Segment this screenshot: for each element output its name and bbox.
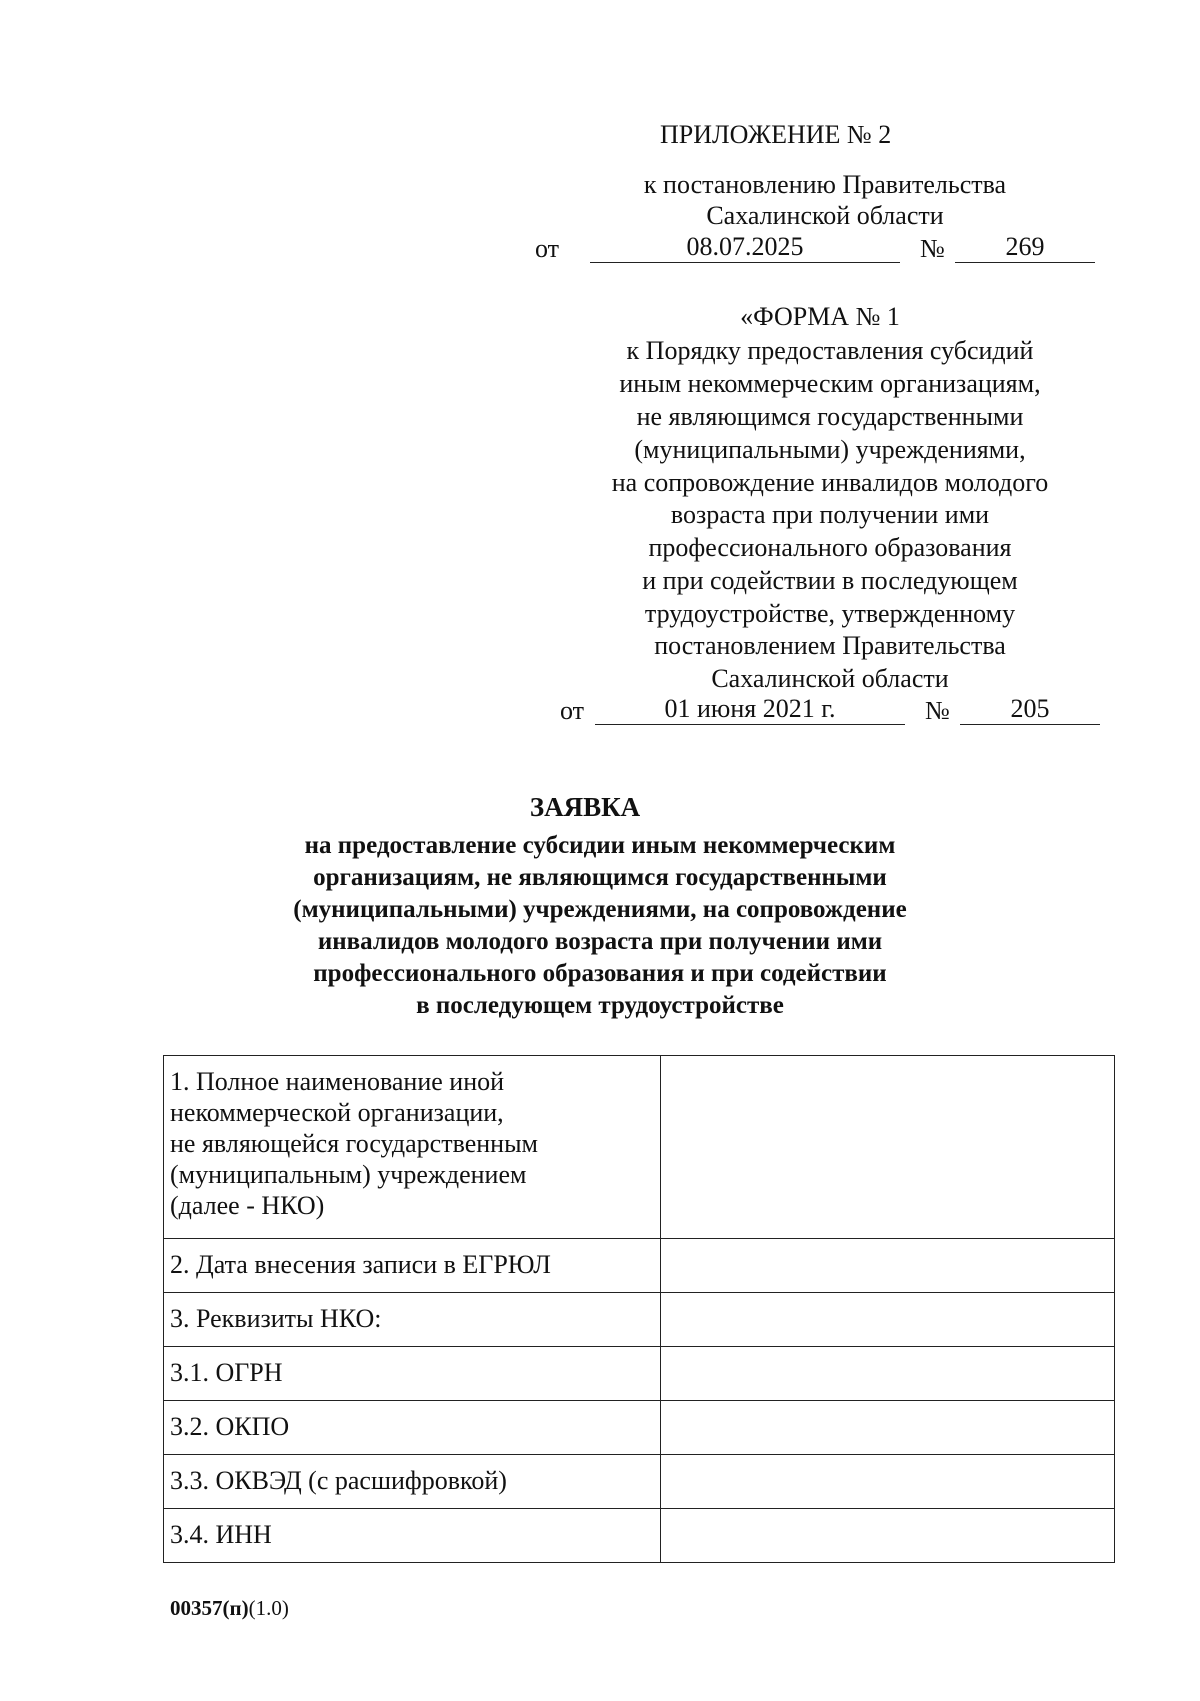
application-subtitle-line: (муниципальными) учреждениями, на сопровождение [293,896,907,923]
form-ref-line: (муниципальными) учреждениями, [634,435,1026,464]
row-label-requisites: 3. Реквизиты НКО: [164,1293,661,1347]
appendix-date-field: 08.07.2025 [590,232,900,263]
appendix-line-1: к постановлению Правительства [643,170,1007,199]
row-value-full-name[interactable] [661,1056,1115,1239]
row-label-ogrn: 3.1. ОГРН [164,1347,661,1401]
row-label-full-name [164,1056,661,1239]
row-value-okved[interactable] [661,1455,1115,1509]
form-ref-number-field: 205 [960,694,1100,725]
form-ref-line: не являющимся государственными [636,402,1024,431]
form-ref-number-label: № [925,696,950,725]
form-ref-line: трудоустройстве, утвержденному [644,599,1016,628]
table-row [164,1347,1115,1401]
table-row [164,1239,1115,1293]
row-value-inn[interactable] [661,1509,1115,1563]
form-ref-line: на сопровождение инвалидов молодого [611,468,1049,497]
row-label-inn: 3.4. ИНН [164,1509,661,1563]
document-code-bold: 00357(п) [170,1596,249,1620]
appendix-number-label: № [920,234,945,263]
form-ref-line: и при содействии в последующем [642,566,1018,595]
form-ref-from-label: от [560,696,585,725]
form-ref-line: постановлением Правительства [654,631,1006,660]
application-subtitle-line: организациям, не являющимся государственными [313,864,887,891]
row-value-ogrn[interactable] [661,1347,1115,1401]
application-subtitle-line: профессионального образования и при содействии [313,960,887,987]
row-value-requisites[interactable] [661,1293,1115,1347]
form-ref-line: возраста при получении ими [670,500,990,529]
table-row [164,1455,1115,1509]
row-value-egrul-date[interactable] [661,1239,1115,1293]
row-label-okpo: 3.2. ОКПО [164,1401,661,1455]
application-subtitle-line: в последующем трудоустройстве [416,992,784,1019]
form-ref-line: профессионального образования [648,533,1012,562]
document-code-version: (1.0) [248,1596,289,1620]
form-ref-date-field: 01 июня 2021 г. [595,694,905,725]
row-label-okved: 3.3. ОКВЭД (с расшифровкой) [164,1455,661,1509]
table-row [164,1293,1115,1347]
table-row [164,1509,1115,1563]
row-label-egrul-date: 2. Дата внесения записи в ЕГРЮЛ [164,1239,661,1293]
table-cell-label: 1. Полное наименование иной некоммерческой организации, не являющейся государственным (муниципальным) учреждением (далее - НКО) [170,1067,538,1220]
form-ref-line: Сахалинской области [711,664,949,693]
appendix-from-label: от [535,234,560,263]
row-value-okpo[interactable] [661,1401,1115,1455]
form-ref-line: к Порядку предоставления субсидий [626,336,1034,365]
table-row [164,1056,1115,1239]
application-subtitle-line: инвалидов молодого возраста при получении ими [317,928,883,955]
appendix-number-field: 269 [955,232,1095,263]
application-form-table [163,1055,1115,1563]
application-title: ЗАЯВКА [529,792,641,822]
form-ref-line: иным некоммерческим организациям, [619,369,1041,398]
table-row [164,1401,1115,1455]
form-ref-title: «ФОРМА № 1 [740,302,900,331]
appendix-line-2: Сахалинской области [706,201,944,230]
application-subtitle-line: на предоставление субсидии иным некоммерческим [304,832,896,859]
appendix-title: ПРИЛОЖЕНИЕ № 2 [660,120,892,149]
document-code [170,1596,289,1621]
